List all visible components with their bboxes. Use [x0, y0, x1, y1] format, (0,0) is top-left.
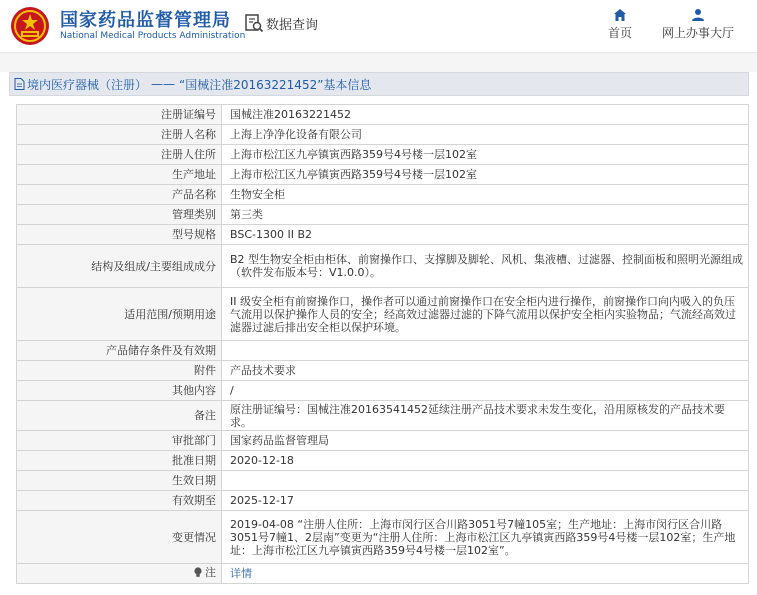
field-label: 适用范围/预期用途 [17, 288, 222, 341]
field-value: 上海上净净化设备有限公司 [222, 125, 749, 145]
field-label: 审批部门 [17, 431, 222, 451]
breadcrumb-category[interactable]: 境内医疗器械（注册） [27, 77, 148, 92]
field-value: 产品技术要求 [222, 361, 749, 381]
field-value: 上海市松江区九亭镇寅西路359号4号楼一层102室 [222, 165, 749, 185]
field-label: 型号规格 [17, 225, 222, 245]
field-label: 附件 [17, 361, 222, 381]
document-search-icon [244, 13, 264, 33]
lightbulb-icon [193, 567, 203, 578]
data-query-link[interactable] [244, 12, 318, 34]
table-row [17, 145, 749, 165]
field-label: 注册人名称 [17, 125, 222, 145]
field-label: 生产地址 [17, 165, 222, 185]
field-value: BSC-1300 II B2 [222, 225, 749, 245]
site-header [0, 0, 757, 53]
details-link[interactable]: 详情 [230, 567, 252, 580]
table-row [17, 451, 749, 471]
nav-service-hall-label: 网上办事大厅 [662, 26, 735, 40]
field-value: 生物安全柜 [222, 185, 749, 205]
field-label: 结构及组成/主要组成成分 [17, 245, 222, 288]
table-row [17, 125, 749, 145]
field-value: II 级安全柜有前窗操作口，操作者可以通过前窗操作口在安全柜内进行操作，前窗操作口向内吸入的负压气流用以保护操作人员的安全；经高效过滤器过滤的下降气流用以保护安全柜内实验物品；气流经高效过滤器过滤后排出安全柜以保护环境。 [222, 288, 749, 341]
data-query-label: 数据查询 [266, 17, 319, 33]
header-spacer [0, 53, 757, 72]
record-title-bar [9, 72, 749, 96]
home-icon [613, 8, 627, 22]
field-label: 注册人住所 [17, 145, 222, 165]
field-value: 国家药品监督管理局 [222, 431, 749, 451]
nav-home[interactable] [608, 8, 632, 41]
registration-detail-table [16, 104, 749, 584]
field-label: 有效期至 [17, 491, 222, 511]
note-label-wrap [193, 566, 216, 579]
table-row [17, 401, 749, 431]
table-row-note [17, 564, 749, 584]
table-row [17, 165, 749, 185]
note-label-cell [17, 564, 222, 584]
record-title: “国械注准20163221452”基本信息 [179, 77, 372, 92]
title-separator: —— [151, 77, 176, 91]
table-row [17, 491, 749, 511]
field-value [222, 471, 749, 491]
nav-service-hall[interactable] [662, 8, 734, 41]
national-emblem-logo[interactable] [10, 6, 50, 46]
user-icon [691, 8, 705, 22]
table-row [17, 471, 749, 491]
table-row [17, 511, 749, 564]
field-value: 原注册证编号：国械注准20163541452延续注册产品技术要求未发生变化，沿用原核发的产品技术要求。 [222, 401, 749, 431]
field-label: 注册证编号 [17, 105, 222, 125]
field-value: 上海市松江区九亭镇寅西路359号4号楼一层102室 [222, 145, 749, 165]
note-value-cell [222, 564, 749, 584]
table-row [17, 185, 749, 205]
field-label: 其他内容 [17, 381, 222, 401]
field-label: 生效日期 [17, 471, 222, 491]
note-label: 注 [205, 566, 216, 579]
field-value: 第三类 [222, 205, 749, 225]
field-value: 国械注准20163221452 [222, 105, 749, 125]
field-value [222, 341, 749, 361]
table-row [17, 245, 749, 288]
field-value: 2019-04-08 “注册人住所：上海市闵行区合川路3051号7幢105室；生产地址：上海市闵行区合川路3051号7幢1、2层南”变更为“注册人住所：上海市松江区九亭镇寅西路359号4号楼一层102室；生产地址：上海市松江区九亭镇寅西路359号4号楼一层102室”。 [222, 511, 749, 564]
field-value: B2 型生物安全柜由柜体、前窗操作口、支撑脚及脚轮、风机、集液槽、过滤器、控制面板和照明光源组成（软件发布版本号：V1.0.0）。 [222, 245, 749, 288]
document-icon [14, 78, 25, 90]
table-row [17, 105, 749, 125]
table-row [17, 341, 749, 361]
table-row [17, 431, 749, 451]
field-label: 产品名称 [17, 185, 222, 205]
field-label: 批准日期 [17, 451, 222, 471]
field-label: 变更情况 [17, 511, 222, 564]
table-row [17, 361, 749, 381]
field-label: 管理类别 [17, 205, 222, 225]
table-row [17, 288, 749, 341]
field-label: 备注 [17, 401, 222, 431]
field-value: 2020-12-18 [222, 451, 749, 471]
brand-name-en: National Medical Products Administration [60, 31, 246, 41]
nav-home-label: 首页 [608, 26, 633, 40]
table-row [17, 381, 749, 401]
brand-name-cn: 国家药品监督管理局 [60, 10, 231, 31]
field-label: 产品储存条件及有效期 [17, 341, 222, 361]
field-value: 2025-12-17 [222, 491, 749, 511]
field-value: / [222, 381, 749, 401]
table-row [17, 225, 749, 245]
table-row [17, 205, 749, 225]
